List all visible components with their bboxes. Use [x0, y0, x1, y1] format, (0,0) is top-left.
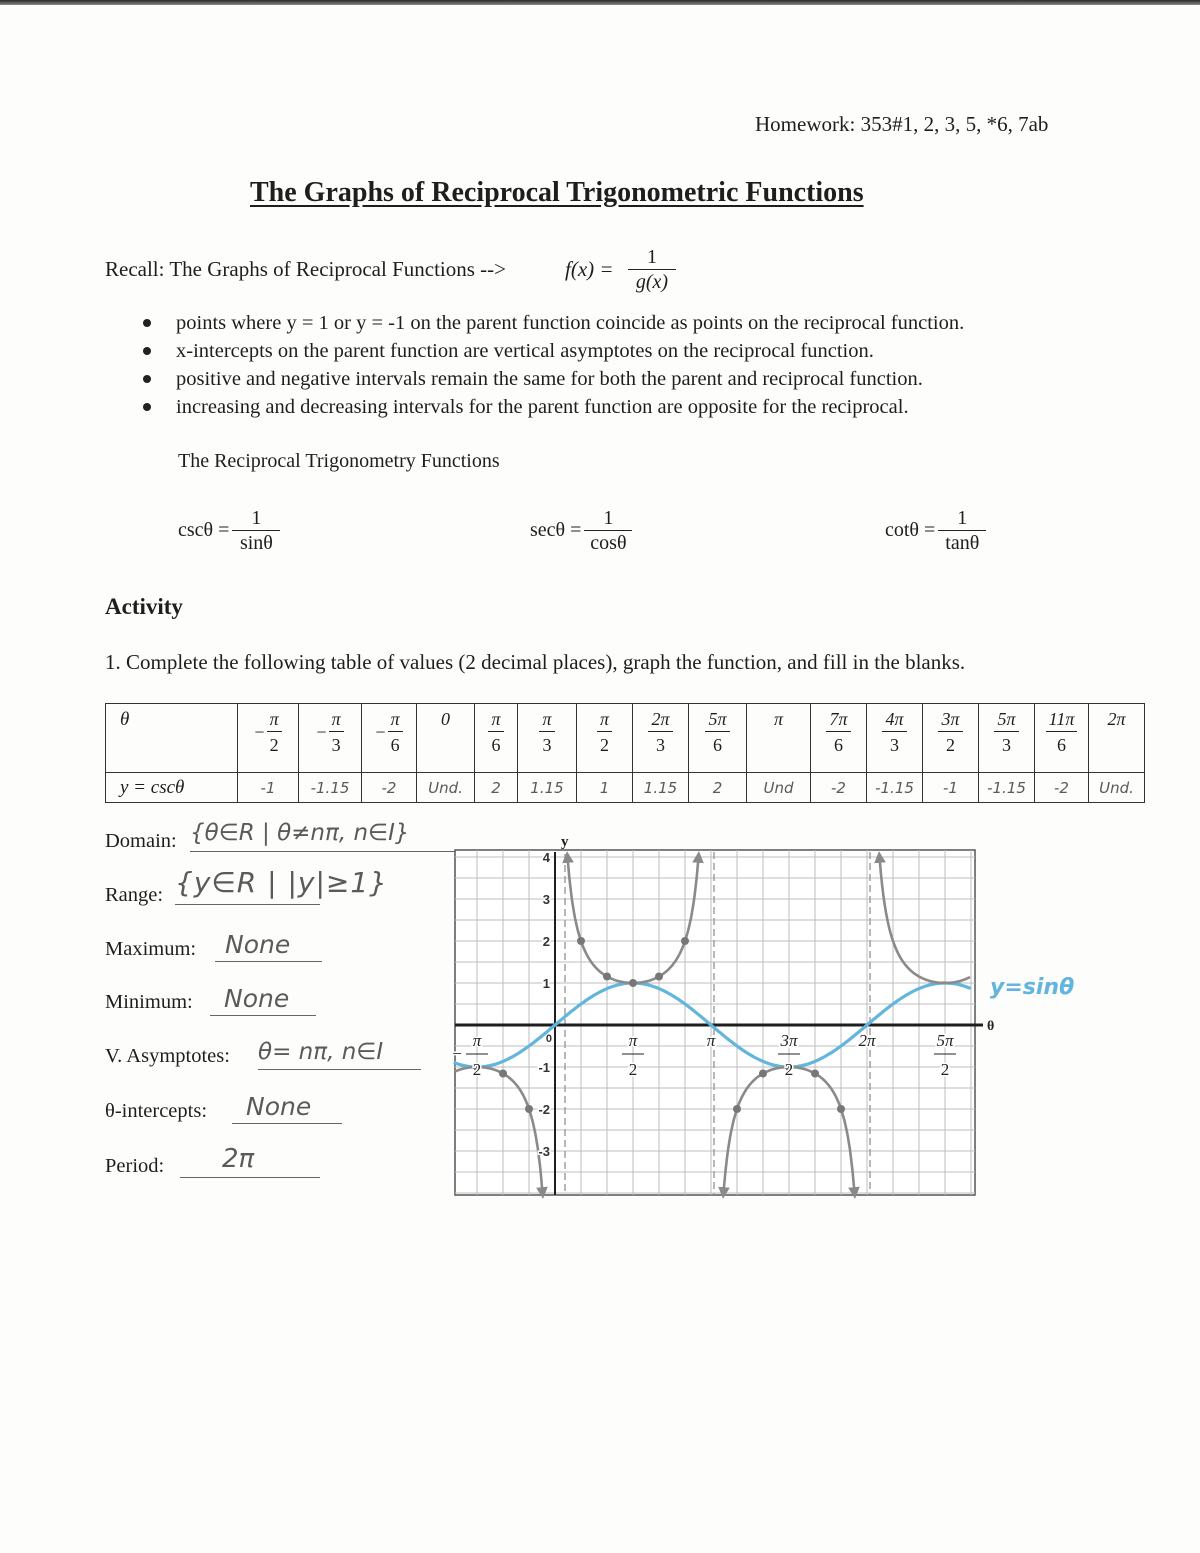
activity-heading: Activity [105, 594, 183, 619]
theta-intercepts-answer[interactable]: None [232, 1090, 342, 1124]
theta-numerator: 2π [1107, 709, 1126, 729]
theta-numerator: 0 [441, 709, 450, 729]
fraction [938, 506, 986, 555]
theta-numerator: π [329, 707, 344, 732]
table-csc-cell[interactable]: Und. [417, 773, 475, 803]
x-tick-denominator: 2 [784, 1060, 794, 1079]
theta-fraction [329, 707, 344, 758]
fraction-denominator: sinθ [239, 532, 273, 554]
fraction-denominator: g(x) [635, 271, 669, 293]
theta-value [747, 704, 810, 731]
theta-numerator: 11π [1046, 707, 1078, 732]
theta-denominator: 3 [656, 735, 665, 755]
list-item [140, 393, 964, 421]
theta-row-label: θ [106, 704, 238, 773]
theta-fraction [705, 707, 729, 758]
theta-value [633, 704, 688, 758]
y-tick-label: 4 [542, 850, 550, 865]
theta-value [417, 704, 474, 731]
theta-denominator: 3 [890, 735, 899, 755]
theta-value [299, 704, 361, 758]
x-axis-label: θ [987, 1019, 995, 1034]
theta-numerator: 4π [882, 707, 906, 732]
bullet-icon [143, 403, 151, 411]
bullet-icon [143, 347, 151, 355]
cot-formula [885, 506, 986, 555]
period-label: Period: [105, 1155, 165, 1177]
y-tick-label: 2 [542, 934, 550, 949]
table-theta-cell [923, 704, 979, 773]
csc-point [811, 1070, 819, 1078]
x-tick-denominator: 2 [472, 1060, 482, 1079]
y-tick-label: -2 [538, 1102, 550, 1117]
bullet-icon [143, 375, 151, 383]
domain-label: Domain: [105, 830, 177, 852]
csc-point [733, 1105, 741, 1113]
x-tick-numerator: 5π [936, 1031, 954, 1050]
table-csc-cell[interactable]: 2 [475, 773, 518, 803]
theta-fraction [1104, 707, 1128, 731]
maximum-label: Maximum: [105, 938, 197, 960]
table-theta-cell [747, 704, 811, 773]
list-item-text: points where y = 1 or y = -1 on the parent function coincide as points on the reciprocal function. [176, 312, 965, 334]
csc-point [837, 1105, 845, 1113]
table-csc-cell[interactable]: 2 [689, 773, 747, 803]
table-csc-cell[interactable]: -1.15 [867, 773, 923, 803]
table-csc-cell[interactable]: 1.15 [518, 773, 577, 803]
theta-denominator: 3 [1002, 735, 1011, 755]
table-theta-cell [689, 704, 747, 773]
theta-fraction [938, 707, 962, 758]
theta-sign: − [316, 722, 327, 742]
theta-denominator: 6 [713, 735, 722, 755]
recall-fx: f(x) = [565, 257, 614, 281]
origin-label: 0 [545, 1033, 552, 1045]
theta-value [362, 704, 416, 758]
recall-fraction [628, 245, 676, 294]
formula-lhs: cotθ = [885, 519, 936, 541]
table-theta-cell [475, 704, 518, 773]
theta-denominator: 3 [542, 735, 552, 755]
list-item [140, 365, 964, 393]
asymptotes-label: V. Asymptotes: [105, 1045, 230, 1067]
table-csc-cell[interactable]: -2 [362, 773, 417, 803]
table-csc-cell[interactable]: -1 [238, 773, 299, 803]
theta-fraction [994, 707, 1018, 758]
y-tick-label: -1 [538, 1060, 550, 1075]
theta-denominator: 2 [600, 735, 609, 755]
csc-row-label: y = cscθ [106, 773, 238, 803]
table-theta-cell [362, 704, 417, 773]
table-csc-cell[interactable]: -1 [923, 773, 979, 803]
y-axis-label: y [561, 834, 569, 850]
range-label: Range: [105, 884, 164, 906]
recall-text: Recall: The Graphs of Reciprocal Functions --> [105, 257, 507, 281]
sec-formula [530, 506, 632, 555]
theta-fraction [388, 707, 403, 758]
fraction [232, 506, 280, 555]
list-item-text: positive and negative intervals remain the same for both the parent and reciprocal function. [176, 368, 923, 390]
csc-point [499, 1070, 507, 1078]
theta-fraction [597, 707, 612, 758]
table-theta-cell [417, 704, 475, 773]
theta-numerator: 5π [705, 707, 729, 732]
theta-numerator: 5π [994, 707, 1018, 732]
formula-lhs: secθ = [530, 519, 582, 541]
theta-value [1089, 704, 1144, 731]
theta-fraction [539, 707, 554, 758]
theta-numerator: 7π [826, 707, 850, 732]
theta-row [106, 704, 1145, 773]
csc-point [577, 937, 585, 945]
fraction-denominator: tanθ [945, 532, 980, 554]
table-csc-cell[interactable]: -1.15 [299, 773, 362, 803]
range-answer[interactable]: {y∈R | |y|≥1} [175, 862, 320, 905]
minimum-answer[interactable]: None [210, 982, 316, 1016]
theta-denominator: 6 [834, 735, 843, 755]
values-table [105, 703, 1145, 803]
domain-answer[interactable]: {θ∈R | θ≠nπ, n∈I} [190, 815, 460, 852]
x-tick-numerator: 2π [858, 1031, 876, 1050]
theta-value [238, 704, 298, 758]
table-csc-cell[interactable]: Und. [1089, 773, 1145, 803]
fraction-numerator: 1 [938, 506, 986, 531]
theta-value [811, 704, 866, 758]
theta-fraction [1046, 707, 1078, 758]
fraction-numerator: 1 [628, 245, 676, 270]
page-title: The Graphs of Reciprocal Trigonometric Functions [250, 177, 864, 208]
x-tick-numerator: π [706, 1031, 716, 1050]
table-theta-cell [979, 704, 1035, 773]
theta-denominator: 2 [946, 735, 955, 755]
table-csc-cell[interactable]: -2 [1035, 773, 1089, 803]
asymptotes-answer[interactable]: θ= nπ, n∈I [258, 1035, 421, 1070]
theta-value [923, 704, 978, 758]
csc-point [681, 937, 689, 945]
list-item-text: increasing and decreasing intervals for the parent function are opposite for the reciprocal. [176, 396, 909, 418]
fraction-numerator: 1 [584, 506, 632, 531]
table-theta-cell [1089, 704, 1145, 773]
theta-value [1035, 704, 1088, 758]
bullet-icon [143, 319, 151, 327]
theta-denominator: 3 [331, 735, 341, 755]
table-csc-cell[interactable]: Und [747, 773, 811, 803]
table-theta-cell [577, 704, 633, 773]
table-theta-cell [867, 704, 923, 773]
y-tick-label: 3 [542, 892, 550, 907]
minimum-label: Minimum: [105, 991, 193, 1013]
maximum-answer[interactable]: None [215, 928, 322, 962]
theta-sign: − [375, 722, 386, 742]
x-tick-numerator: 3π [780, 1031, 798, 1050]
table-csc-cell[interactable]: 1 [577, 773, 633, 803]
x-tick-numerator: π [628, 1031, 638, 1050]
theta-denominator: 6 [1057, 735, 1066, 755]
theta-value [979, 704, 1034, 758]
fraction-denominator: cosθ [590, 532, 627, 554]
grid-border [455, 850, 975, 1195]
theta-numerator: π [597, 707, 612, 732]
list-item [140, 309, 964, 337]
graph [440, 830, 1000, 1210]
table-csc-cell[interactable]: -2 [811, 773, 867, 803]
theta-sign: − [254, 722, 265, 742]
property-list [140, 309, 964, 421]
x-tick-sign: − [452, 1044, 462, 1063]
csc-formula [178, 506, 280, 555]
theta-value [577, 704, 632, 758]
csc-point [759, 1070, 767, 1078]
x-tick-denominator: 2 [940, 1060, 950, 1079]
fraction [628, 245, 676, 294]
csc-point [629, 979, 637, 987]
fraction-numerator: 1 [232, 506, 280, 531]
theta-fraction [826, 707, 850, 758]
csc-point [603, 972, 611, 980]
fraction [584, 506, 632, 555]
theta-value [867, 704, 922, 758]
reciprocal-heading: The Reciprocal Trigonometry Functions [178, 450, 500, 472]
x-tick-numerator: π [472, 1031, 482, 1050]
theta-fraction [438, 707, 453, 731]
theta-denominator: 6 [491, 735, 501, 755]
list-item-text: x-intercepts on the parent function are vertical asymptotes on the reciprocal function. [176, 340, 874, 362]
theta-fraction [267, 707, 282, 758]
theta-numerator: π [773, 709, 784, 729]
sine-curve-label: y=sinθ [990, 975, 1075, 1000]
table-theta-cell [1035, 704, 1089, 773]
theta-fraction [488, 707, 503, 758]
period-answer[interactable]: 2π [180, 1140, 320, 1178]
theta-intercepts-label: θ-intercepts: [105, 1100, 208, 1122]
theta-fraction [771, 707, 786, 731]
theta-numerator: π [388, 707, 403, 732]
csc-point [525, 1105, 533, 1113]
theta-numerator: π [539, 707, 554, 732]
homework-line: Homework: 353#1, 2, 3, 5, *6, 7ab [755, 112, 1049, 136]
table-theta-cell [238, 704, 299, 773]
theta-denominator: 6 [390, 735, 400, 755]
theta-fraction [882, 707, 906, 758]
theta-value [689, 704, 746, 758]
y-tick-label: 1 [542, 976, 550, 991]
theta-numerator: 2π [648, 707, 672, 732]
table-theta-cell [811, 704, 867, 773]
table-csc-cell[interactable]: -1.15 [979, 773, 1035, 803]
theta-numerator: 3π [938, 707, 962, 732]
csc-point [655, 972, 663, 980]
theta-fraction [648, 707, 672, 758]
theta-value [475, 704, 517, 758]
table-theta-cell [633, 704, 689, 773]
theta-denominator: 2 [269, 735, 279, 755]
theta-numerator: π [267, 707, 282, 732]
formula-lhs: cscθ = [178, 519, 230, 541]
csc-row [106, 773, 1145, 803]
table-theta-cell [299, 704, 362, 773]
scan-edge [0, 0, 1200, 5]
theta-value [518, 704, 576, 758]
table-csc-cell[interactable]: 1.15 [633, 773, 689, 803]
table-theta-cell [518, 704, 577, 773]
x-tick-denominator: 2 [628, 1060, 638, 1079]
list-item [140, 337, 964, 365]
y-tick-label: -3 [538, 1144, 550, 1159]
theta-numerator: π [488, 707, 503, 732]
activity-instruction: 1. Complete the following table of values (2 decimal places), graph the function, and fill in the blanks. [105, 650, 966, 674]
